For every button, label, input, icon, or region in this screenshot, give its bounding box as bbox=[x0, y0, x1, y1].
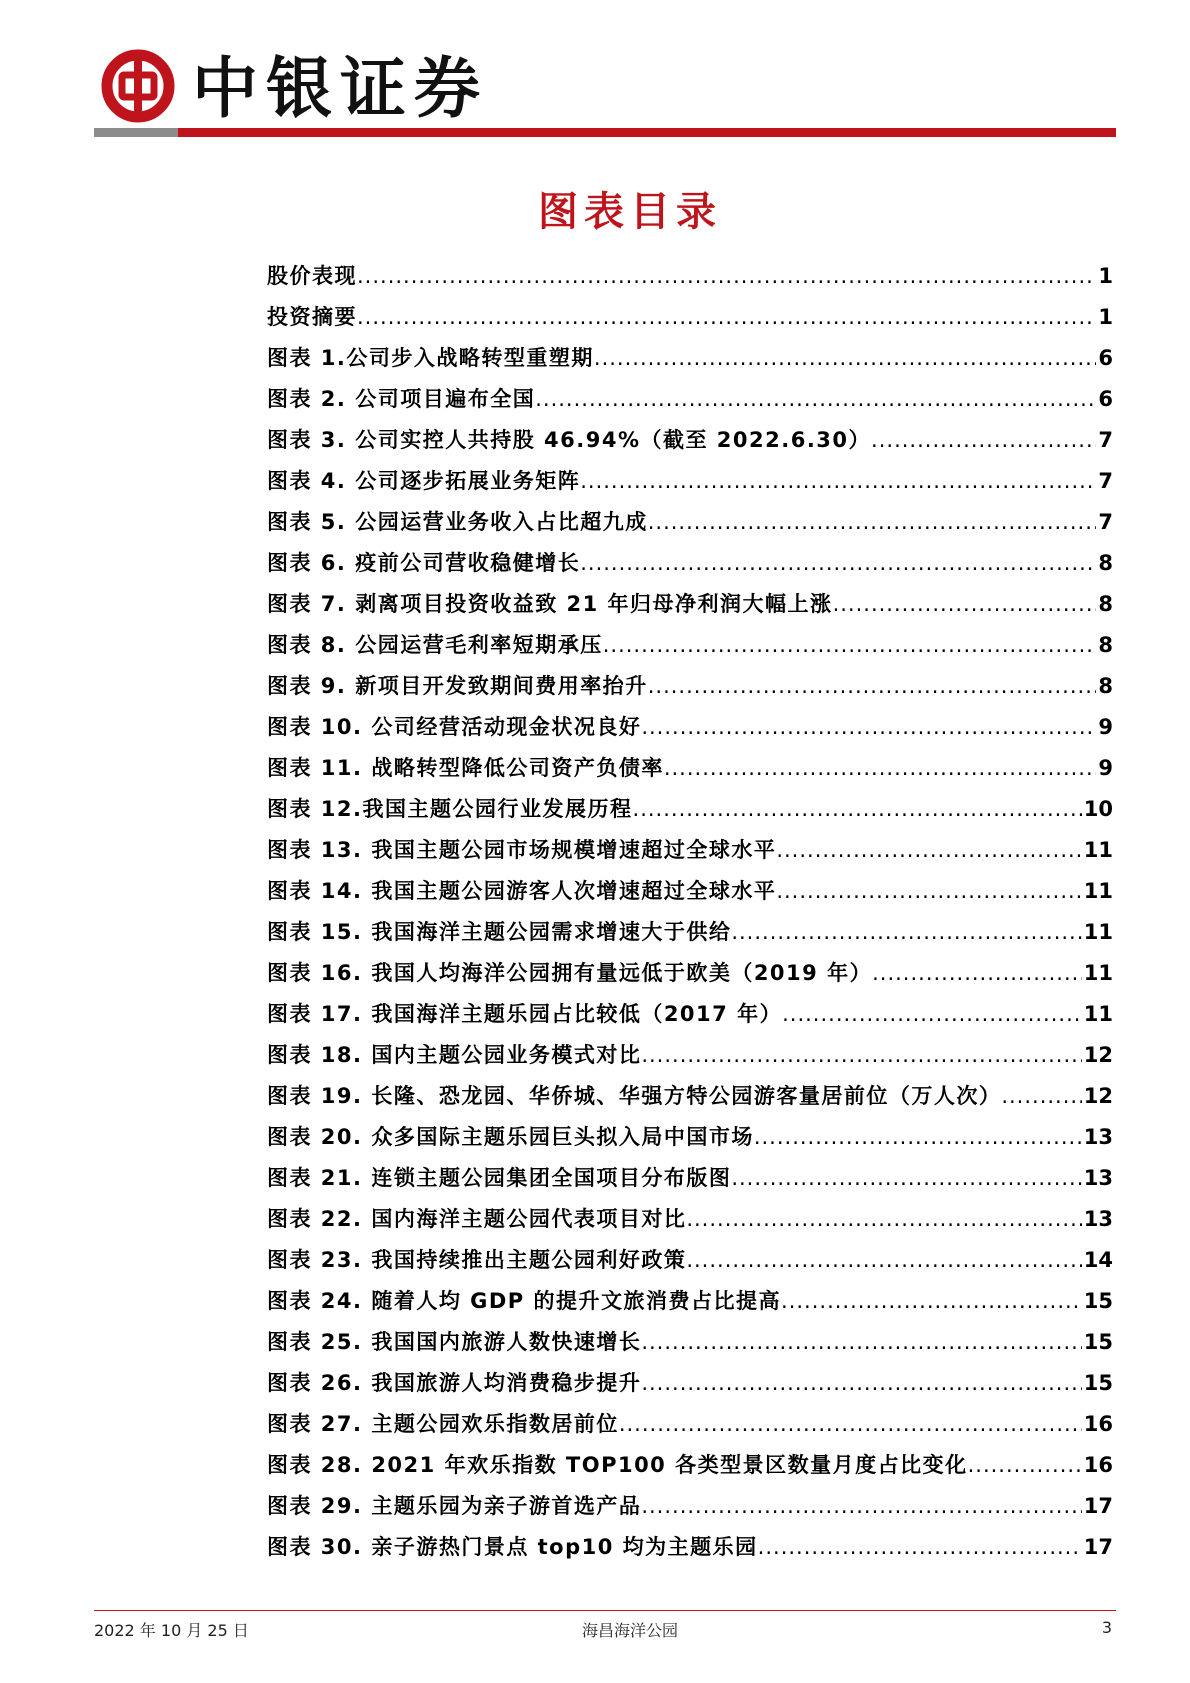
toc-entry-page: 17 bbox=[1083, 1535, 1113, 1559]
toc-dot-leader bbox=[686, 1240, 1081, 1281]
table-of-figures bbox=[267, 256, 1113, 1568]
toc-entry-label: 图表 18. 国内主题公园业务模式对比 bbox=[267, 1043, 642, 1067]
toc-entry-label: 图表 1.公司步入战略转型重塑期 bbox=[267, 346, 594, 370]
toc-entry-page: 11 bbox=[1083, 879, 1113, 903]
toc-entry-label: 图表 10. 公司经营活动现金状况良好 bbox=[267, 715, 642, 739]
toc-entry-label: 图表 2. 公司项目遍布全国 bbox=[267, 387, 536, 411]
toc-dot-leader bbox=[776, 830, 1081, 871]
toc-entry-page: 11 bbox=[1083, 838, 1113, 862]
toc-entry[interactable] bbox=[267, 297, 1113, 338]
toc-entry[interactable] bbox=[267, 1363, 1113, 1404]
toc-entry-label: 图表 3. 公司实控人共持股 46.94%（截至 2022.6.30） bbox=[267, 428, 872, 452]
toc-entry[interactable] bbox=[267, 379, 1113, 420]
toc-entry-page: 16 bbox=[1083, 1453, 1113, 1477]
toc-entry-page: 7 bbox=[1098, 510, 1113, 534]
toc-dot-leader bbox=[664, 748, 1097, 789]
page-title: 图表目录 bbox=[538, 188, 722, 235]
toc-dot-leader bbox=[968, 1445, 1082, 1486]
toc-entry[interactable] bbox=[267, 871, 1113, 912]
toc-dot-leader bbox=[731, 1158, 1081, 1199]
toc-entry-label: 图表 20. 众多国际主题乐园巨头拟入局中国市场 bbox=[267, 1125, 754, 1149]
toc-dot-leader bbox=[357, 297, 1096, 338]
toc-entry-page: 11 bbox=[1083, 920, 1113, 944]
toc-dot-leader bbox=[641, 1486, 1081, 1527]
toc-entry[interactable] bbox=[267, 1404, 1113, 1445]
toc-entry[interactable] bbox=[267, 461, 1113, 502]
toc-dot-leader bbox=[619, 1404, 1082, 1445]
toc-entry-label: 图表 29. 主题乐园为亲子游首选产品 bbox=[267, 1494, 642, 1518]
toc-dot-leader bbox=[871, 420, 1096, 461]
toc-entry-label: 图表 23. 我国持续推出主题公园利好政策 bbox=[267, 1248, 687, 1272]
toc-entry[interactable] bbox=[267, 502, 1113, 543]
toc-entry[interactable] bbox=[267, 420, 1113, 461]
toc-entry[interactable] bbox=[267, 1076, 1113, 1117]
toc-entry-label: 图表 5. 公园运营业务收入占比超九成 bbox=[267, 510, 648, 534]
toc-entry-page: 15 bbox=[1083, 1371, 1113, 1395]
bank-of-china-logo-icon bbox=[100, 48, 176, 124]
toc-entry-page: 13 bbox=[1083, 1207, 1113, 1231]
toc-entry-label: 图表 27. 主题公园欢乐指数居前位 bbox=[267, 1412, 619, 1436]
toc-dot-leader bbox=[603, 625, 1097, 666]
header-rule-grey bbox=[94, 128, 178, 137]
toc-entry-label: 图表 6. 疫前公司营收稳健增长 bbox=[267, 551, 581, 575]
toc-entry[interactable] bbox=[267, 1445, 1113, 1486]
toc-entry[interactable] bbox=[267, 1240, 1113, 1281]
toc-entry-label: 图表 26. 我国旅游人均消费稳步提升 bbox=[267, 1371, 642, 1395]
toc-dot-leader bbox=[1001, 1076, 1081, 1117]
toc-entry-label: 图表 19. 长隆、恐龙园、华侨城、华强方特公园游客量居前位（万人次） bbox=[267, 1084, 1002, 1108]
toc-dot-leader bbox=[833, 584, 1097, 625]
toc-entry[interactable] bbox=[267, 666, 1113, 707]
toc-entry-label: 图表 30. 亲子游热门景点 top10 均为主题乐园 bbox=[267, 1535, 758, 1559]
toc-entry-label: 投资摘要 bbox=[267, 305, 357, 329]
toc-entry[interactable] bbox=[267, 953, 1113, 994]
toc-entry-label: 图表 21. 连锁主题公园集团全国项目分布版图 bbox=[267, 1166, 732, 1190]
toc-entry[interactable] bbox=[267, 625, 1113, 666]
toc-entry-label: 图表 12.我国主题公园行业发展历程 bbox=[267, 797, 633, 821]
toc-entry-label: 图表 7. 剥离项目投资收益致 21 年归母净利润大幅上涨 bbox=[267, 592, 833, 616]
toc-entry-page: 15 bbox=[1083, 1289, 1113, 1313]
toc-dot-leader bbox=[580, 543, 1096, 584]
toc-dot-leader bbox=[782, 994, 1082, 1035]
toc-entry-label: 图表 22. 国内海洋主题公园代表项目对比 bbox=[267, 1207, 687, 1231]
toc-dot-leader bbox=[594, 338, 1096, 379]
footer-company: 海昌海洋公园 bbox=[581, 1621, 678, 1640]
toc-dot-leader bbox=[731, 912, 1081, 953]
toc-entry[interactable] bbox=[267, 1158, 1113, 1199]
toc-dot-leader bbox=[648, 502, 1097, 543]
toc-entry[interactable] bbox=[267, 707, 1113, 748]
toc-dot-leader bbox=[641, 707, 1096, 748]
toc-dot-leader bbox=[648, 666, 1097, 707]
toc-entry-page: 9 bbox=[1098, 715, 1113, 739]
toc-entry[interactable] bbox=[267, 912, 1113, 953]
toc-entry-label: 图表 24. 随着人均 GDP 的提升文旅消费占比提高 bbox=[267, 1289, 782, 1313]
toc-entry-page: 13 bbox=[1083, 1125, 1113, 1149]
toc-entry[interactable] bbox=[267, 1281, 1113, 1322]
toc-entry-label: 图表 13. 我国主题公园市场规模增速超过全球水平 bbox=[267, 838, 777, 862]
toc-entry[interactable] bbox=[267, 1486, 1113, 1527]
toc-entry-page: 16 bbox=[1083, 1412, 1113, 1436]
toc-entry-label: 图表 16. 我国人均海洋公园拥有量远低于欧美（2019 年） bbox=[267, 961, 873, 985]
toc-entry-page: 9 bbox=[1098, 756, 1113, 780]
toc-dot-leader bbox=[641, 1035, 1081, 1076]
toc-entry[interactable] bbox=[267, 584, 1113, 625]
toc-entry-page: 7 bbox=[1098, 469, 1113, 493]
toc-entry-label: 图表 15. 我国海洋主题公园需求增速大于供给 bbox=[267, 920, 732, 944]
toc-dot-leader bbox=[641, 1363, 1081, 1404]
footer-date: 2022 年 10 月 25 日 bbox=[94, 1621, 249, 1640]
toc-entry-page: 12 bbox=[1083, 1084, 1113, 1108]
toc-entry-page: 1 bbox=[1098, 305, 1113, 329]
report-header bbox=[0, 0, 1190, 140]
toc-entry-label: 图表 17. 我国海洋主题乐园占比较低（2017 年） bbox=[267, 1002, 783, 1026]
toc-dot-leader bbox=[357, 256, 1096, 297]
toc-entry-label: 图表 4. 公司逐步拓展业务矩阵 bbox=[267, 469, 581, 493]
toc-dot-leader bbox=[641, 1322, 1081, 1363]
toc-entry-page: 8 bbox=[1098, 551, 1113, 575]
toc-entry-label: 图表 25. 我国国内旅游人数快速增长 bbox=[267, 1330, 642, 1354]
toc-entry-label: 图表 11. 战略转型降低公司资产负债率 bbox=[267, 756, 664, 780]
footer-page-number: 3 bbox=[1101, 1618, 1112, 1637]
toc-dot-leader bbox=[781, 1281, 1082, 1322]
toc-entry-page: 6 bbox=[1098, 387, 1113, 411]
toc-entry[interactable] bbox=[267, 1322, 1113, 1363]
toc-entry-page: 12 bbox=[1083, 1043, 1113, 1067]
toc-dot-leader bbox=[776, 871, 1081, 912]
toc-entry-page: 11 bbox=[1083, 1002, 1113, 1026]
toc-dot-leader bbox=[754, 1117, 1082, 1158]
toc-entry-label: 图表 14. 我国主题公园游客人次增速超过全球水平 bbox=[267, 879, 777, 903]
toc-entry-page: 8 bbox=[1098, 674, 1113, 698]
toc-dot-leader bbox=[633, 789, 1082, 830]
toc-entry[interactable] bbox=[267, 338, 1113, 379]
toc-entry[interactable] bbox=[267, 1117, 1113, 1158]
toc-dot-leader bbox=[686, 1199, 1081, 1240]
toc-entry-label: 图表 28. 2021 年欢乐指数 TOP100 各类型景区数量月度占比变化 bbox=[267, 1453, 968, 1477]
toc-entry[interactable] bbox=[267, 748, 1113, 789]
toc-entry-label: 图表 8. 公园运营毛利率短期承压 bbox=[267, 633, 603, 657]
toc-entry-page: 8 bbox=[1098, 592, 1113, 616]
toc-entry[interactable] bbox=[267, 830, 1113, 871]
toc-entry[interactable] bbox=[267, 1035, 1113, 1076]
toc-entry-page: 8 bbox=[1098, 633, 1113, 657]
toc-entry[interactable] bbox=[267, 994, 1113, 1035]
toc-entry-page: 7 bbox=[1098, 428, 1113, 452]
header-rule-red bbox=[178, 128, 1116, 137]
toc-entry-page: 17 bbox=[1083, 1494, 1113, 1518]
toc-entry-page: 13 bbox=[1083, 1166, 1113, 1190]
toc-entry[interactable] bbox=[267, 543, 1113, 584]
toc-entry-label: 股价表现 bbox=[267, 264, 357, 288]
toc-entry-page: 15 bbox=[1083, 1330, 1113, 1354]
toc-entry-page: 11 bbox=[1083, 961, 1113, 985]
toc-entry[interactable] bbox=[267, 789, 1113, 830]
toc-entry-label: 图表 9. 新项目开发致期间费用率抬升 bbox=[267, 674, 648, 698]
toc-dot-leader bbox=[872, 953, 1082, 994]
brand-name: 中银证券 bbox=[192, 49, 488, 127]
footer-rule bbox=[94, 1610, 1116, 1611]
toc-dot-leader bbox=[580, 461, 1096, 502]
toc-entry[interactable] bbox=[267, 1527, 1113, 1568]
toc-entry-page: 14 bbox=[1083, 1248, 1113, 1272]
toc-dot-leader bbox=[758, 1527, 1082, 1568]
toc-entry[interactable] bbox=[267, 1199, 1113, 1240]
toc-dot-leader bbox=[535, 379, 1096, 420]
toc-entry-page: 6 bbox=[1098, 346, 1113, 370]
toc-entry-page: 1 bbox=[1098, 264, 1113, 288]
toc-entry[interactable] bbox=[267, 256, 1113, 297]
toc-entry-page: 10 bbox=[1083, 797, 1113, 821]
